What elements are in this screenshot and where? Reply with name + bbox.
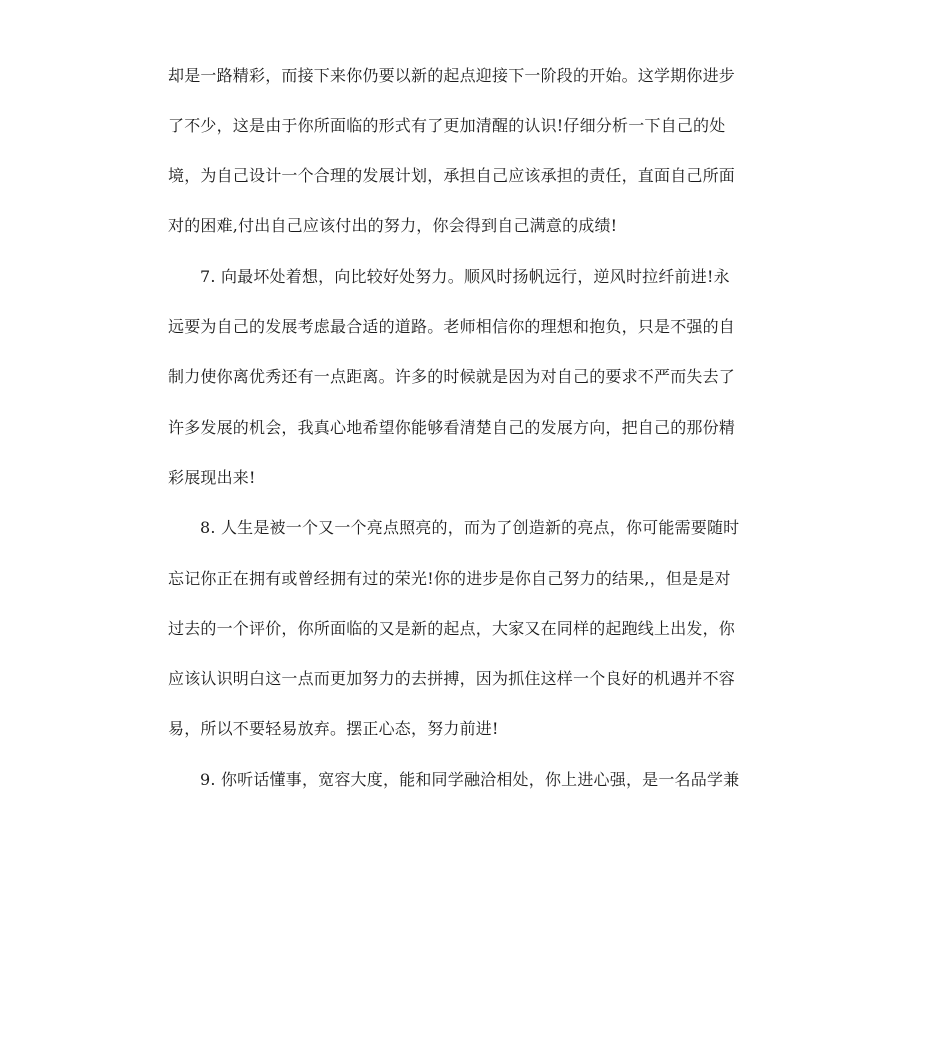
text-line: 应该认识明白这一点而更加努力的去拼搏，因为抓住这样一个良好的机遇并不容 bbox=[168, 669, 736, 688]
text-line: 远要为自己的发展考虑最合适的道路。老师相信你的理想和抱负，只是不强的自 bbox=[168, 317, 736, 336]
text-line: 许多发展的机会，我真心地希望你能够看清楚自己的发展方向，把自己的那份精 bbox=[168, 418, 736, 437]
paragraph-8-first-line: 8. 人生是被一个又一个亮点照亮的，而为了创造新的亮点，你可能需要随时 bbox=[200, 518, 740, 537]
text-line: 了不少，这是由于你所面临的形式有了更加清醒的认识!仔细分析一下自己的处 bbox=[168, 116, 726, 135]
text-line: 忘记你正在拥有或曾经拥有过的荣光!你的进步是你自己努力的结果,，但是是对 bbox=[168, 569, 731, 588]
text-line: 制力使你离优秀还有一点距离。许多的时候就是因为对自己的要求不严而失去了 bbox=[168, 367, 736, 386]
text-line: 却是一路精彩，而接下来你仍要以新的起点迎接下一阶段的开始。这学期你进步 bbox=[168, 66, 736, 85]
paragraph-7-first-line: 7. 向最坏处着想，向比较好处努力。顺风时扬帆远行，逆风时拉纤前进!永 bbox=[200, 267, 730, 286]
text-line: 彩展现出来! bbox=[168, 468, 256, 487]
text-line: 对的困难,付出自己应该付出的努力，你会得到自己满意的成绩! bbox=[168, 216, 618, 235]
text-line: 过去的一个评价，你所面临的又是新的起点，大家又在同样的起跑线上出发，你 bbox=[168, 619, 736, 638]
text-line: 易，所以不要轻易放弃。摆正心态，努力前进! bbox=[168, 719, 499, 738]
text-line: 境，为自己设计一个合理的发展计划，承担自己应该承担的责任，直面自己所面 bbox=[168, 166, 736, 185]
paragraph-9-first-line: 9. 你听话懂事，宽容大度，能和同学融洽相处，你上进心强，是一名品学兼 bbox=[200, 770, 740, 789]
